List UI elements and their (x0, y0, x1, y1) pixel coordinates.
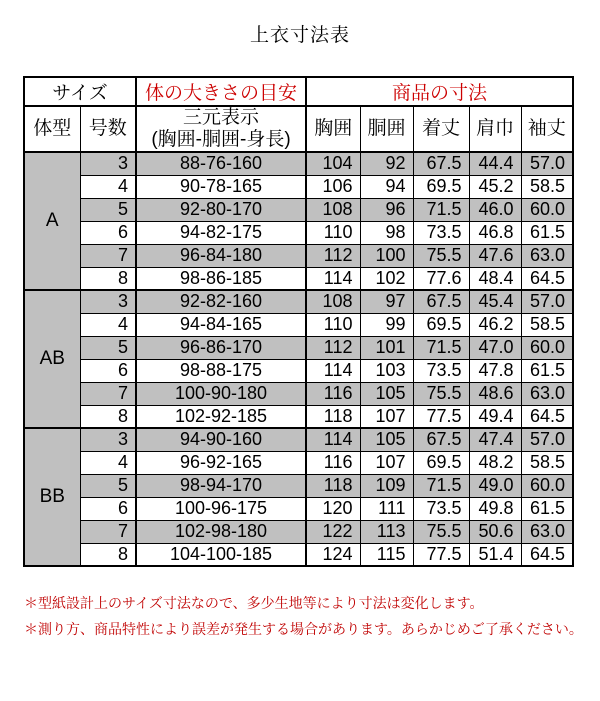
cell-length: 71.5 (413, 336, 469, 359)
table-body (24, 152, 573, 566)
cell-size-number: 8 (80, 543, 136, 566)
cell-chest: 106 (306, 175, 360, 198)
cell-length: 73.5 (413, 359, 469, 382)
cell-shoulder: 47.6 (469, 244, 521, 267)
cell-waist: 96 (360, 198, 413, 221)
cell-length: 75.5 (413, 520, 469, 543)
cell-shoulder: 49.0 (469, 474, 521, 497)
cell-three-element: 94-84-165 (136, 313, 306, 336)
cell-length: 67.5 (413, 428, 469, 451)
cell-chest: 104 (306, 152, 360, 175)
cell-waist: 113 (360, 520, 413, 543)
cell-length: 75.5 (413, 382, 469, 405)
cell-shoulder: 50.6 (469, 520, 521, 543)
cell-waist: 92 (360, 152, 413, 175)
cell-size-number: 7 (80, 382, 136, 405)
cell-chest: 108 (306, 290, 360, 313)
table-row (24, 221, 573, 244)
cell-length: 77.5 (413, 405, 469, 428)
cell-sleeve: 61.5 (521, 359, 573, 382)
cell-chest: 116 (306, 382, 360, 405)
cell-size-number: 3 (80, 290, 136, 313)
cell-shoulder: 49.8 (469, 497, 521, 520)
cell-shoulder: 47.4 (469, 428, 521, 451)
cell-shoulder: 49.4 (469, 405, 521, 428)
table-row (24, 543, 573, 566)
body-type-cell: BB (24, 428, 80, 566)
table-row (24, 497, 573, 520)
cell-three-element: 100-90-180 (136, 382, 306, 405)
cell-three-element: 96-92-165 (136, 451, 306, 474)
cell-sleeve: 58.5 (521, 451, 573, 474)
cell-waist: 115 (360, 543, 413, 566)
cell-sleeve: 63.0 (521, 520, 573, 543)
cell-three-element: 104-100-185 (136, 543, 306, 566)
cell-length: 69.5 (413, 175, 469, 198)
cell-sleeve: 61.5 (521, 221, 573, 244)
table-row (24, 244, 573, 267)
size-dimensions-table (23, 76, 574, 567)
cell-chest: 122 (306, 520, 360, 543)
cell-size-number: 3 (80, 152, 136, 175)
cell-length: 77.5 (413, 543, 469, 566)
table-row (24, 474, 573, 497)
cell-three-element: 98-94-170 (136, 474, 306, 497)
cell-length: 69.5 (413, 451, 469, 474)
cell-waist: 99 (360, 313, 413, 336)
table-row (24, 359, 573, 382)
cell-sleeve: 63.0 (521, 382, 573, 405)
cell-length: 71.5 (413, 198, 469, 221)
cell-chest: 118 (306, 405, 360, 428)
cell-shoulder: 45.4 (469, 290, 521, 313)
cell-shoulder: 46.0 (469, 198, 521, 221)
cell-chest: 114 (306, 428, 360, 451)
cell-three-element: 90-78-165 (136, 175, 306, 198)
cell-size-number: 7 (80, 520, 136, 543)
cell-chest: 112 (306, 244, 360, 267)
cell-length: 73.5 (413, 497, 469, 520)
cell-size-number: 5 (80, 198, 136, 221)
cell-sleeve: 60.0 (521, 474, 573, 497)
header-body-guide-group: 体の大きさの目安 (136, 77, 306, 106)
cell-chest: 112 (306, 336, 360, 359)
column-header-size-number: 号数 (80, 106, 136, 152)
table-row (24, 152, 573, 175)
cell-three-element: 102-92-185 (136, 405, 306, 428)
body-type-cell: A (24, 152, 80, 290)
cell-shoulder: 44.4 (469, 152, 521, 175)
cell-chest: 110 (306, 313, 360, 336)
cell-sleeve: 57.0 (521, 290, 573, 313)
header-group-row (24, 77, 573, 106)
cell-size-number: 6 (80, 359, 136, 382)
cell-size-number: 6 (80, 497, 136, 520)
cell-waist: 101 (360, 336, 413, 359)
cell-waist: 111 (360, 497, 413, 520)
cell-three-element: 96-86-170 (136, 336, 306, 359)
column-header-three-element (136, 106, 306, 152)
cell-size-number: 5 (80, 474, 136, 497)
cell-sleeve: 64.5 (521, 543, 573, 566)
cell-sleeve: 57.0 (521, 152, 573, 175)
cell-length: 73.5 (413, 221, 469, 244)
column-header-sleeve: 袖丈 (521, 106, 573, 152)
cell-size-number: 8 (80, 267, 136, 290)
cell-shoulder: 47.0 (469, 336, 521, 359)
cell-three-element: 98-86-185 (136, 267, 306, 290)
cell-shoulder: 48.2 (469, 451, 521, 474)
cell-waist: 105 (360, 382, 413, 405)
table-row (24, 313, 573, 336)
cell-sleeve: 64.5 (521, 267, 573, 290)
three-element-label-line1: 三元表示 (182, 107, 259, 128)
footnotes (24, 590, 600, 642)
table-row (24, 520, 573, 543)
footnote-1: ＊型紙設計上のサイズ寸法なので、多少生地等により寸法は変化します。 (24, 595, 484, 611)
header-product-dims-group: 商品の寸法 (306, 77, 573, 106)
cell-waist: 102 (360, 267, 413, 290)
cell-chest: 114 (306, 359, 360, 382)
cell-shoulder: 45.2 (469, 175, 521, 198)
column-header-body-type: 体型 (24, 106, 80, 152)
cell-three-element: 92-80-170 (136, 198, 306, 221)
cell-shoulder: 48.4 (469, 267, 521, 290)
cell-shoulder: 47.8 (469, 359, 521, 382)
cell-size-number: 8 (80, 405, 136, 428)
cell-chest: 120 (306, 497, 360, 520)
table-row (24, 267, 573, 290)
table-row (24, 451, 573, 474)
header-columns-row (24, 106, 573, 152)
three-element-label-line2: (胸囲-胴囲-身長) (151, 129, 291, 150)
cell-sleeve: 61.5 (521, 497, 573, 520)
table-row (24, 175, 573, 198)
header-size-group: サイズ (24, 77, 136, 106)
cell-sleeve: 57.0 (521, 428, 573, 451)
cell-length: 67.5 (413, 290, 469, 313)
table-row (24, 428, 573, 451)
cell-three-element: 96-84-180 (136, 244, 306, 267)
cell-waist: 107 (360, 451, 413, 474)
cell-shoulder: 46.8 (469, 221, 521, 244)
cell-waist: 107 (360, 405, 413, 428)
cell-waist: 100 (360, 244, 413, 267)
cell-size-number: 4 (80, 313, 136, 336)
cell-chest: 114 (306, 267, 360, 290)
cell-length: 71.5 (413, 474, 469, 497)
cell-length: 75.5 (413, 244, 469, 267)
cell-sleeve: 63.0 (521, 244, 573, 267)
cell-chest: 124 (306, 543, 360, 566)
cell-three-element: 98-88-175 (136, 359, 306, 382)
cell-shoulder: 51.4 (469, 543, 521, 566)
cell-three-element: 102-98-180 (136, 520, 306, 543)
cell-sleeve: 60.0 (521, 198, 573, 221)
body-type-cell: AB (24, 290, 80, 428)
column-header-shoulder: 肩巾 (469, 106, 521, 152)
cell-chest: 118 (306, 474, 360, 497)
column-header-chest: 胸囲 (306, 106, 360, 152)
cell-chest: 110 (306, 221, 360, 244)
cell-waist: 98 (360, 221, 413, 244)
cell-chest: 116 (306, 451, 360, 474)
cell-size-number: 7 (80, 244, 136, 267)
cell-three-element: 100-96-175 (136, 497, 306, 520)
cell-three-element: 94-82-175 (136, 221, 306, 244)
cell-size-number: 4 (80, 175, 136, 198)
cell-waist: 97 (360, 290, 413, 313)
cell-sleeve: 58.5 (521, 175, 573, 198)
page-title: 上衣寸法表 (249, 25, 350, 46)
cell-shoulder: 46.2 (469, 313, 521, 336)
cell-shoulder: 48.6 (469, 382, 521, 405)
column-header-waist: 胴囲 (360, 106, 413, 152)
cell-waist: 103 (360, 359, 413, 382)
cell-three-element: 92-82-160 (136, 290, 306, 313)
cell-length: 69.5 (413, 313, 469, 336)
table-row (24, 405, 573, 428)
cell-sleeve: 58.5 (521, 313, 573, 336)
cell-sleeve: 64.5 (521, 405, 573, 428)
table-row (24, 382, 573, 405)
cell-length: 67.5 (413, 152, 469, 175)
cell-waist: 109 (360, 474, 413, 497)
table-row (24, 290, 573, 313)
cell-sleeve: 60.0 (521, 336, 573, 359)
cell-waist: 94 (360, 175, 413, 198)
table-row (24, 336, 573, 359)
footnote-2: ＊測り方、商品特性により誤差が発生する場合があります。あらかじめご了承ください。 (24, 621, 583, 637)
table-row (24, 198, 573, 221)
cell-three-element: 88-76-160 (136, 152, 306, 175)
cell-three-element: 94-90-160 (136, 428, 306, 451)
cell-chest: 108 (306, 198, 360, 221)
cell-size-number: 5 (80, 336, 136, 359)
column-header-length: 着丈 (413, 106, 469, 152)
cell-size-number: 6 (80, 221, 136, 244)
cell-waist: 105 (360, 428, 413, 451)
cell-size-number: 4 (80, 451, 136, 474)
cell-size-number: 3 (80, 428, 136, 451)
cell-length: 77.6 (413, 267, 469, 290)
